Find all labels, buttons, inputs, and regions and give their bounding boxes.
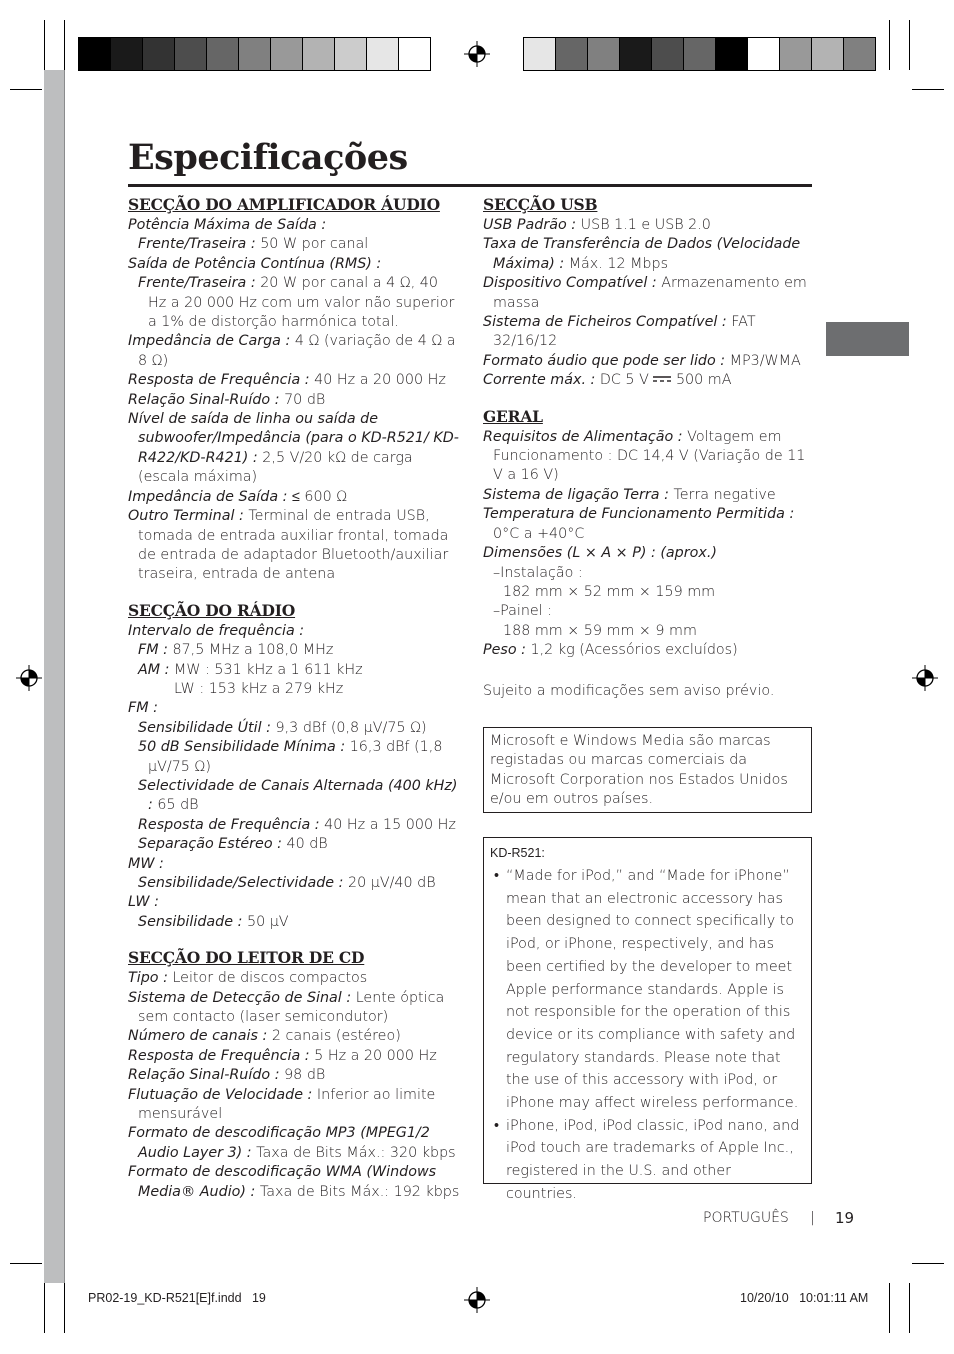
color-swatch	[207, 38, 239, 70]
spec-line: –Instalação :	[493, 564, 583, 581]
color-swatch	[111, 38, 143, 70]
crop-mark	[10, 89, 42, 90]
color-swatch	[524, 38, 556, 70]
section-heading-amplifier: SECÇÃO DO AMPLIFICADOR ÁUDIO	[128, 195, 440, 214]
page-edge-line	[64, 70, 65, 1283]
registration-mark-icon	[464, 41, 490, 67]
spec-line: Resposta de Frequência : 40 Hz a 20 000 Hz	[128, 372, 446, 389]
spec-line: Tipo : Leitor de discos compactos	[128, 970, 368, 987]
spec-line: FM : 87,5 MHz a 108,0 MHz	[138, 642, 334, 659]
color-swatch	[588, 38, 620, 70]
section-heading-cd: SECÇÃO DO LEITOR DE CD	[128, 948, 365, 968]
registration-mark-icon	[464, 1287, 490, 1313]
spec-line: Sensibilidade : 50 μV	[138, 913, 289, 930]
spec-line: MW :	[128, 855, 164, 872]
spec-line: Separação Estéreo : 40 dB	[138, 836, 328, 853]
spec-line: Flutuação de Velocidade : Inferior ao limite mensurável	[128, 1086, 436, 1123]
color-swatch	[143, 38, 175, 70]
spec-line: FM :	[128, 700, 158, 717]
spec-line: Taxa de Transferência de Dados (Velocidade Máxima) : Máx. 12 Mbps	[483, 236, 801, 272]
crop-mark	[889, 20, 890, 70]
spec-line: Intervalo de frequência :	[128, 622, 305, 639]
crop-mark	[44, 1283, 45, 1333]
title-rule	[128, 184, 812, 187]
spec-line: Nível de saída de linha ou saída de subwoofer/Impedância (para o KD-R521/ KD-R422/KD-R421) : 2,5 V/20 kΩ de carga (escala máxima)	[128, 411, 459, 486]
spec-line: Frente/Traseira : 50 W por canal	[138, 236, 369, 253]
page-number: 19	[835, 1209, 855, 1227]
spec-line: Temperatura de Funcionamento Permitida : 0°C a +40°C	[483, 506, 795, 542]
spec-line: Sistema de Detecção de Sinal : Lente óptica sem contacto (laser semicondutor)	[128, 989, 445, 1026]
registration-mark-icon	[16, 665, 42, 691]
spec-line: Formato de descodificação WMA (Windows Media® Audio) : Taxa de Bits Máx.: 192 kbps	[128, 1164, 460, 1200]
spec-line: 188 mm × 59 mm × 9 mm	[503, 622, 697, 639]
color-swatch	[367, 38, 399, 70]
spec-line: Dimensões (L × A × P) : (aprox.)	[483, 545, 717, 562]
spec-line: Impedância de Carga : 4 Ω (variação de 4 Ω a 8 Ω)	[128, 333, 456, 369]
color-swatch	[620, 38, 652, 70]
bullet-item: • “Made for iPod,” and “Made for iPhone” mean that an electronic accessory has been designed to connect specifically to iPod, or iPhone, respectively, and has been certified by the developer to meet Apple performance standards. Apple is not responsible for the operation of this device or its compliance with safety and regulatory standards. Please note that the use of this accessory with iPod, or iPhone may affect wireless performance.	[494, 868, 799, 1112]
left-column	[128, 194, 460, 1202]
footer-separator: |	[810, 1210, 815, 1226]
color-calibration-bar-left	[78, 37, 431, 71]
crop-mark	[64, 1283, 65, 1333]
color-swatch	[79, 38, 111, 70]
slug-filename: PR02-19_KD-R521[E]f.indd 19	[88, 1291, 266, 1305]
spec-line: Sistema de ligação Terra : Terra negative	[483, 486, 776, 503]
crop-mark	[44, 20, 45, 70]
language-thumb-tab	[826, 322, 909, 356]
spec-line: 182 mm × 52 mm × 159 mm	[503, 583, 716, 600]
right-column	[483, 194, 811, 701]
spec-line: Potência Máxima de Saída :	[128, 217, 327, 233]
registration-mark-icon	[912, 665, 938, 691]
spec-line: Sensibilidade Útil : 9,3 dBf (0,8 μV/75 Ω)	[138, 719, 427, 736]
spec-line: Impedância de Saída : ≤ 600 Ω	[128, 488, 348, 505]
spec-line: Corrente máx. : DC 5 V 500 mA	[483, 372, 732, 389]
page-title: Especificações	[128, 137, 408, 178]
color-swatch	[652, 38, 684, 70]
spec-line: Relação Sinal-Ruído : 70 dB	[128, 391, 326, 408]
color-swatch	[716, 38, 748, 70]
spec-line: Saída de Potência Contínua (RMS) :	[128, 255, 382, 272]
footer-language: PORTUGUÊS	[703, 1210, 789, 1226]
model-label: KD-R521:	[490, 846, 545, 860]
spec-line: LW :	[128, 894, 159, 911]
spec-line: Resposta de Frequência : 5 Hz a 20 000 Hz	[128, 1047, 437, 1064]
color-swatch	[175, 38, 207, 70]
trademark-box-microsoft	[483, 727, 812, 813]
crop-mark	[912, 1263, 944, 1264]
spec-line: Frente/Traseira : 20 W por canal a 4 Ω, 40 Hz a 20 000 Hz com um valor não superior a 1% de distorção harmónica total.	[138, 275, 455, 331]
spec-line: Peso : 1,2 kg (Acessórios excluídos)	[483, 642, 738, 659]
spec-line: Requisitos de Alimentação : Voltagem em Funcionamento : DC 14,4 V (Variação de 11 V a 16 V)	[483, 428, 806, 484]
color-swatch	[399, 38, 430, 70]
crop-mark	[909, 20, 910, 70]
color-swatch	[335, 38, 367, 70]
spec-line: Resposta de Frequência : 40 Hz a 15 000 Hz	[138, 816, 456, 833]
crop-mark	[10, 1263, 42, 1264]
spec-line: Dispositivo Compatível : Armazenamento em massa	[483, 275, 807, 311]
section-heading-radio: SECÇÃO DO RÁDIO	[128, 600, 296, 620]
color-calibration-bar-right	[523, 37, 876, 71]
change-notice: Sujeito a modificações sem aviso prévio.	[483, 682, 775, 699]
spec-line: Relação Sinal-Ruído : 98 dB	[128, 1067, 326, 1084]
color-swatch	[780, 38, 812, 70]
section-heading-usb: SECÇÃO USB	[483, 195, 598, 214]
spec-line: Formato áudio que pode ser lido : MP3/WMA	[483, 352, 801, 369]
slug-datetime: 10/20/10 10:01:11 AM	[740, 1291, 869, 1305]
color-swatch	[684, 38, 716, 70]
spec-line: Sensibilidade/Selectividade : 20 μV/40 dB	[138, 875, 436, 891]
spec-line: Número de canais : 2 canais (estéreo)	[128, 1028, 401, 1045]
color-swatch	[239, 38, 271, 70]
spec-line: Sistema de Ficheiros Compatível : FAT 32/16/12	[483, 314, 756, 350]
color-swatch	[812, 38, 844, 70]
color-swatch	[748, 38, 780, 70]
crop-mark	[909, 1283, 910, 1333]
crop-mark	[889, 1283, 890, 1333]
spec-line: AM : MW : 531 kHz a 1 611 kHz	[138, 661, 363, 678]
spec-line: LW : 153 kHz a 279 kHz	[174, 680, 344, 697]
section-heading-general: GERAL	[483, 406, 543, 426]
spec-line: Outro Terminal : Terminal de entrada USB, tomada de entrada auxiliar frontal, tomada de entrada de adaptador Bluetooth/auxiliar traseira, entrada de antena	[128, 508, 449, 583]
dc-symbol-icon	[653, 375, 671, 383]
spec-line: Formato de descodificação MP3 (MPEG1/2 Audio Layer 3) : Taxa de Bits Máx.: 320 kbps	[128, 1125, 456, 1161]
spec-line: 50 dB Sensibilidade Mínima : 16,3 dBf (1,8 μV/75 Ω)	[138, 739, 443, 775]
color-swatch	[556, 38, 588, 70]
color-swatch	[303, 38, 335, 70]
bullet-item: • iPhone, iPod, iPod classic, iPod nano, and iPod touch are trademarks of Apple Inc., registered in the U.S. and other countries.	[494, 1117, 800, 1202]
color-swatch	[271, 38, 303, 70]
crop-mark	[64, 20, 65, 70]
spec-line: Selectividade de Canais Alternada (400 kHz) : 65 dB	[138, 777, 458, 814]
color-swatch	[844, 38, 875, 70]
crop-mark	[912, 89, 944, 90]
trademark-box-ipod	[483, 837, 812, 1202]
page-edge-strip	[44, 70, 64, 1283]
spec-line: –Painel :	[493, 603, 553, 620]
spec-line: USB Padrão : USB 1.1 e USB 2.0	[483, 217, 711, 233]
trademark-text: Microsoft e Windows Media são marcas registadas ou marcas comerciais da Microsoft Corporation nos Estados Unidos e/ou em outros países.	[490, 733, 788, 808]
